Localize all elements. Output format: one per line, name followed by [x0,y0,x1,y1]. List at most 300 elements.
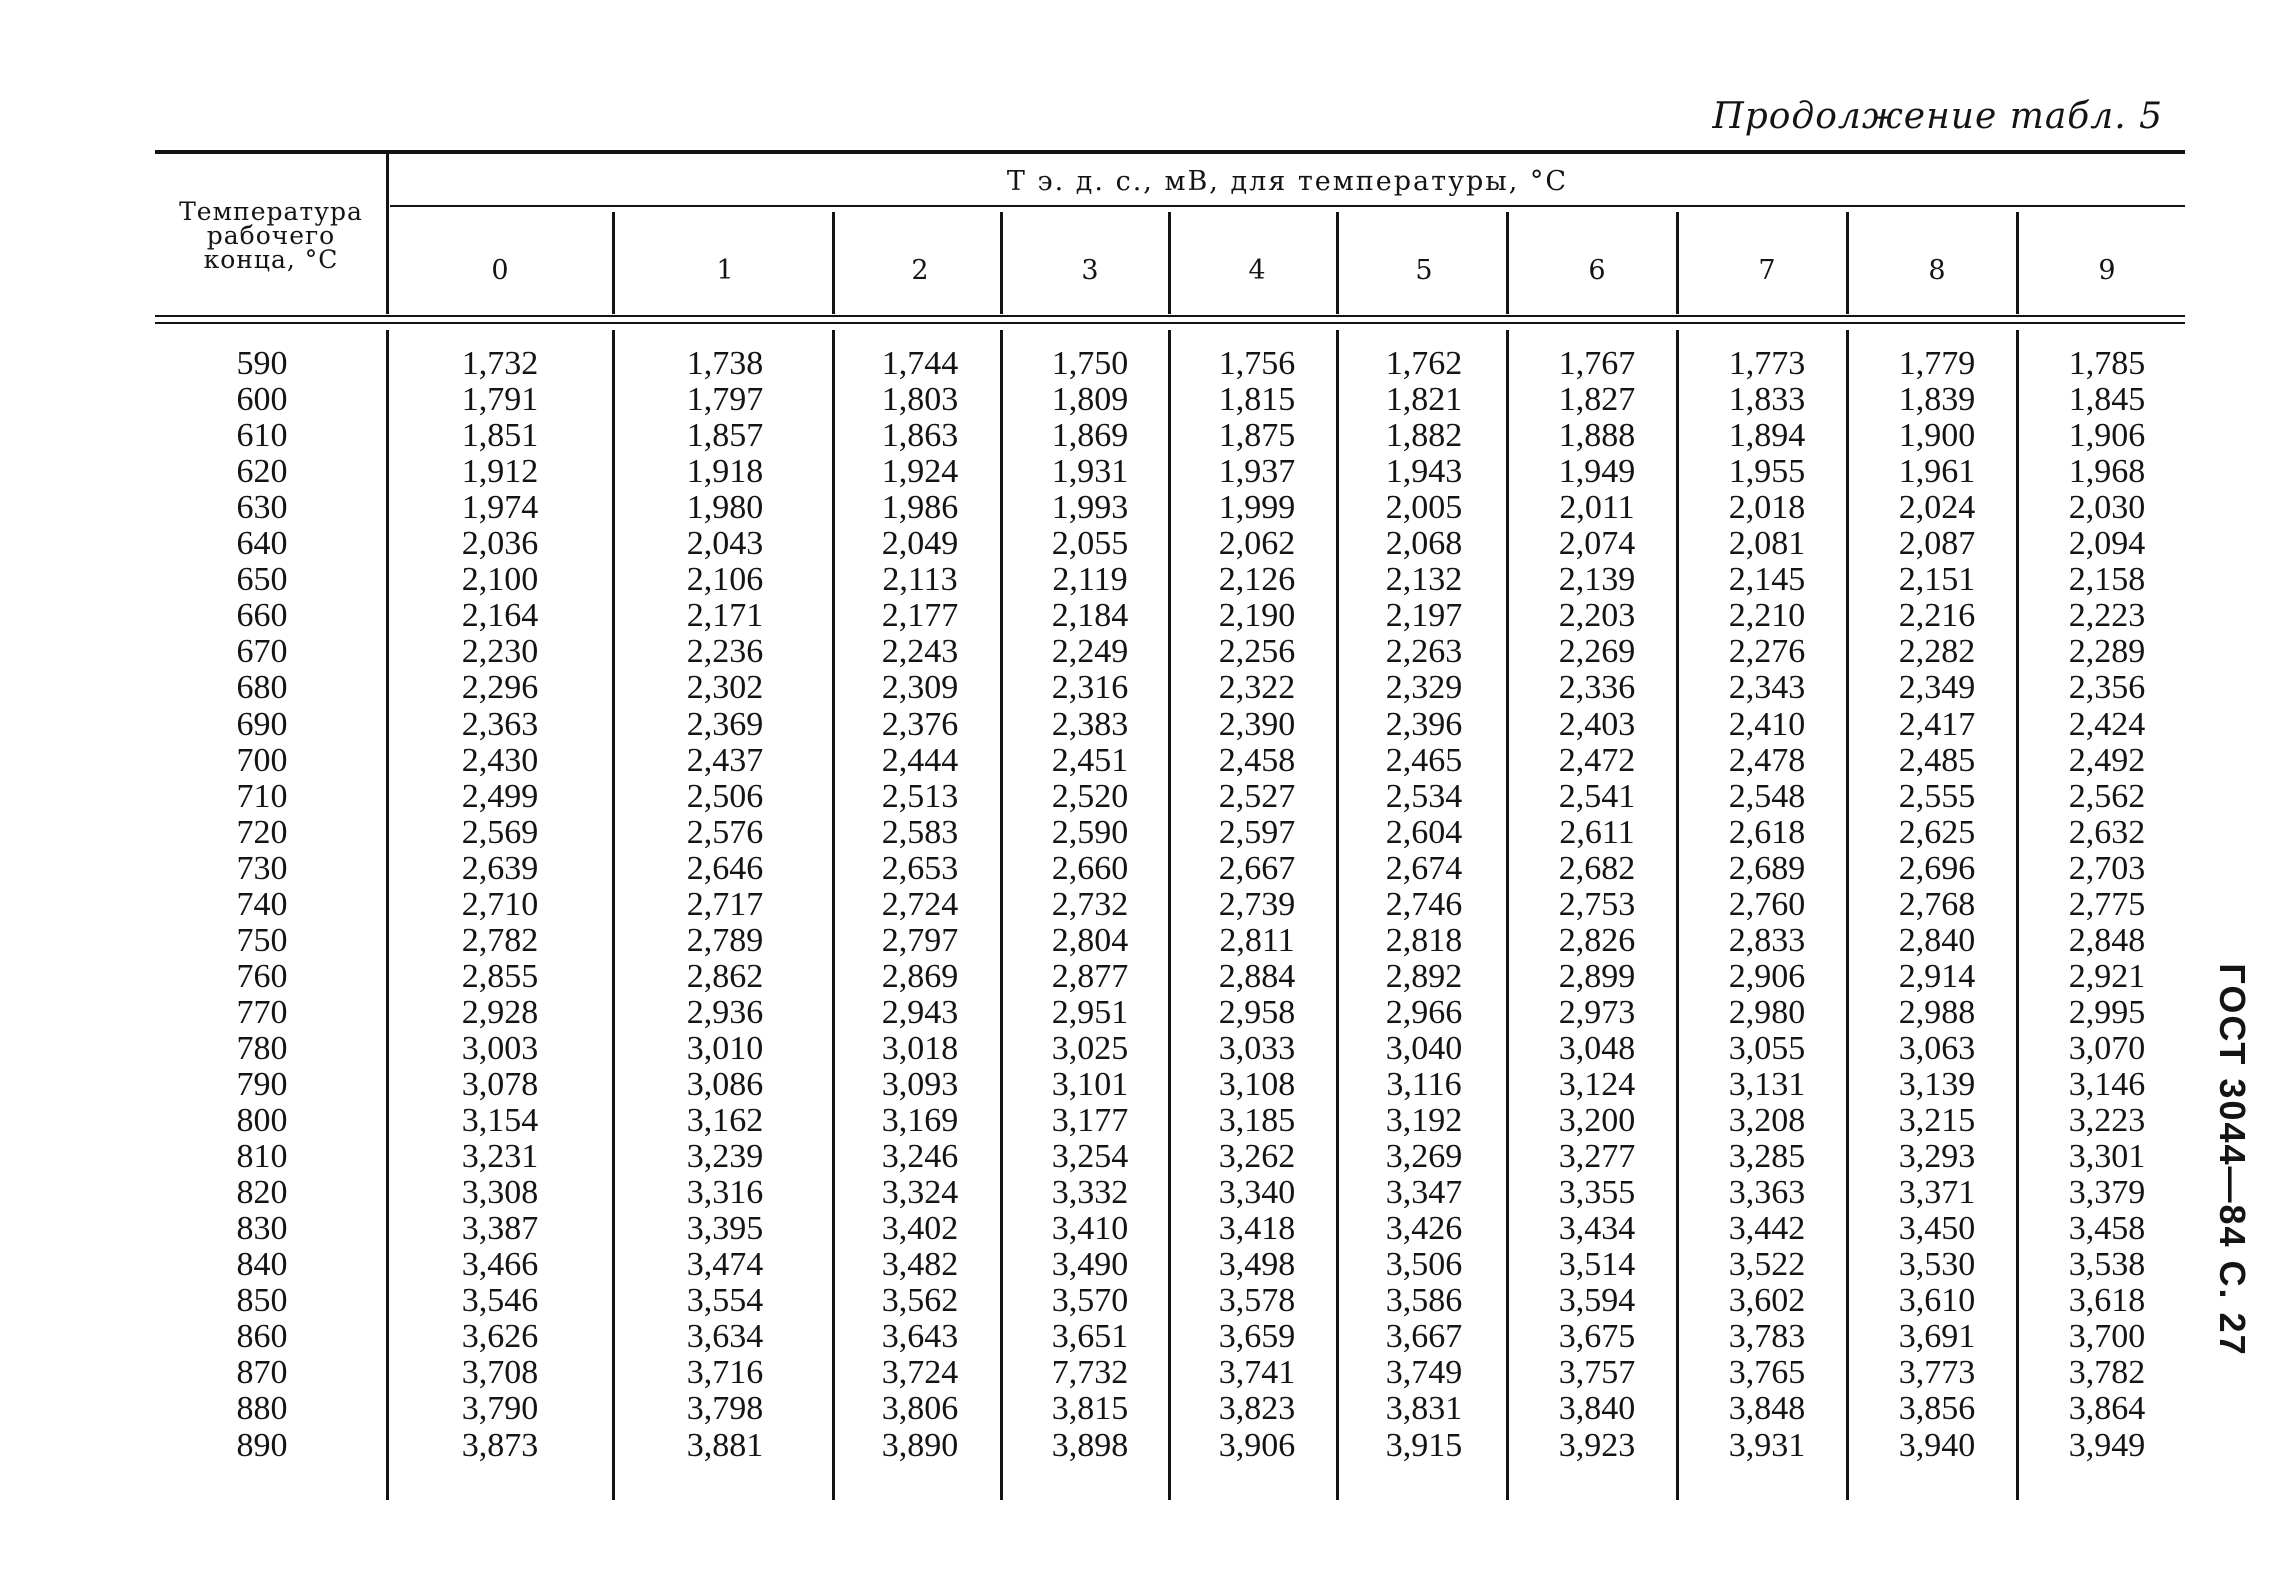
table-cell: 3,200 [1558,1102,1636,1140]
table-cell: 3,231 [461,1138,539,1176]
table-cell: 3,434 [1558,1210,1636,1248]
table-cell: 2,087 [1898,525,1976,563]
column-header: 5 [1415,255,1433,286]
table-cell: 2,492 [2068,741,2146,779]
table-cell: 2,216 [1898,597,1976,635]
table-cell: 3,055 [1728,1029,1806,1067]
row-temperature: 770 [236,993,288,1031]
table-cell: 1,974 [461,489,539,527]
table-cell: 3,724 [881,1354,959,1392]
table-cell: 2,862 [686,957,764,995]
row-temperature: 890 [236,1426,288,1464]
table-cell: 2,256 [1218,633,1296,671]
table-cell: 3,831 [1385,1390,1463,1428]
table-cell: 3,063 [1898,1029,1976,1067]
table-cell: 2,703 [2068,849,2146,887]
table-cell: 1,863 [881,417,959,455]
table-cell: 3,675 [1558,1318,1636,1356]
table-cell: 2,760 [1728,885,1806,923]
column-divider [1000,330,1003,1500]
table-cell: 2,011 [1559,489,1635,527]
table-cell: 3,269 [1385,1138,1463,1176]
table-cell: 2,349 [1898,669,1976,707]
row-temperature: 640 [236,525,288,563]
column-divider [612,330,615,1500]
table-cell: 2,005 [1385,489,1463,527]
table-cell: 2,126 [1218,561,1296,599]
table-cell: 1,791 [461,381,539,419]
table-cell: 3,208 [1728,1102,1806,1140]
table-cell: 1,767 [1558,345,1636,382]
table-cell: 2,527 [1218,777,1296,815]
table-cell: 2,840 [1898,921,1976,959]
table-cell: 2,833 [1728,921,1806,959]
table-cell: 3,379 [2068,1174,2146,1212]
table-cell: 3,482 [881,1246,959,1284]
table-cell: 2,980 [1728,993,1806,1031]
table-cell: 2,753 [1558,885,1636,923]
column-divider [612,212,615,314]
row-temperature: 690 [236,705,288,743]
table-cell: 3,890 [881,1426,959,1464]
table-cell: 3,823 [1218,1390,1296,1428]
table-cell: 3,490 [1051,1246,1129,1284]
table-cell: 2,249 [1051,633,1129,671]
table-cell: 1,750 [1051,345,1129,382]
table-cell: 1,986 [881,489,959,527]
row-temperature: 700 [236,741,288,779]
table-cell: 3,546 [461,1282,539,1320]
table-cell: 2,548 [1728,777,1806,815]
table-cell: 2,506 [686,777,764,815]
table-cell: 1,815 [1218,381,1296,419]
table-cell: 1,980 [686,489,764,527]
table-cell: 7,732 [1051,1354,1129,1392]
table-cell: 3,659 [1218,1318,1296,1356]
column-header: 2 [911,255,929,286]
column-header: 1 [716,255,734,286]
table-cell: 3,578 [1218,1282,1296,1320]
table-cell: 2,674 [1385,849,1463,887]
table-cell: 2,775 [2068,885,2146,923]
table-cell: 2,797 [881,921,959,959]
table-cell: 3,634 [686,1318,764,1356]
table-cell: 1,869 [1051,417,1129,455]
table-cell: 1,785 [2068,345,2146,382]
row-temperature: 610 [236,417,288,455]
table-cell: 3,848 [1728,1390,1806,1428]
table-cell: 3,562 [881,1282,959,1320]
row-temperature: 880 [236,1390,288,1428]
table-cell: 2,049 [881,525,959,563]
table-cell: 3,223 [2068,1102,2146,1140]
table-cell: 3,757 [1558,1354,1636,1392]
table-cell: 2,243 [881,633,959,671]
table-cell: 3,881 [686,1426,764,1464]
column-divider [1676,330,1679,1500]
table-cell: 1,888 [1558,417,1636,455]
table-cell: 2,329 [1385,669,1463,707]
table-cell: 2,569 [461,813,539,851]
table-cell: 3,474 [686,1246,764,1284]
table-cell: 2,356 [2068,669,2146,707]
table-cell: 2,465 [1385,741,1463,779]
table-cell: 1,851 [461,417,539,455]
table-cell: 3,124 [1558,1066,1636,1103]
table-cell: 3,873 [461,1426,539,1464]
table-cell: 2,906 [1728,957,1806,995]
table-cell: 1,756 [1218,345,1296,382]
group-header-rule [390,205,2185,207]
table-cell: 3,856 [1898,1390,1976,1428]
table-cell: 2,343 [1728,669,1806,707]
table-cell: 2,190 [1218,597,1296,635]
table-cell: 3,070 [2068,1029,2146,1067]
table-cell: 3,003 [461,1029,539,1067]
table-cell: 2,583 [881,813,959,851]
table-cell: 2,855 [461,957,539,995]
table-cell: 1,845 [2068,381,2146,419]
table-cell: 2,451 [1051,741,1129,779]
table-cell: 2,018 [1728,489,1806,527]
table-cell: 1,744 [881,345,959,382]
table-cell: 3,116 [1386,1066,1462,1103]
table-cell: 2,682 [1558,849,1636,887]
table-cell: 2,696 [1898,849,1976,887]
table-cell: 2,667 [1218,849,1296,887]
table-cell: 3,177 [1051,1102,1129,1140]
table-cell: 2,030 [2068,489,2146,527]
table-cell: 3,277 [1558,1138,1636,1176]
table-cell: 2,732 [1051,885,1129,923]
table-cell: 2,177 [881,597,959,635]
table-cell: 3,783 [1728,1318,1806,1356]
table-cell: 3,410 [1051,1210,1129,1248]
table-cell: 2,289 [2068,633,2146,671]
table-cell: 2,995 [2068,993,2146,1031]
table-cell: 2,562 [2068,777,2146,815]
table-cell: 2,081 [1728,525,1806,563]
table-cell: 2,197 [1385,597,1463,635]
table-cell: 3,554 [686,1282,764,1320]
table-cell: 3,450 [1898,1210,1976,1248]
table-cell: 3,610 [1898,1282,1976,1320]
table-cell: 3,048 [1558,1029,1636,1067]
row-temperature: 660 [236,597,288,635]
table-cell: 2,145 [1728,561,1806,599]
table-cell: 2,309 [881,669,959,707]
table-cell: 2,789 [686,921,764,959]
table-cell: 2,458 [1218,741,1296,779]
table-cell: 1,797 [686,381,764,419]
table-cell: 2,520 [1051,777,1129,815]
table-cell: 3,538 [2068,1246,2146,1284]
table-cell: 3,864 [2068,1390,2146,1428]
table-cell: 3,215 [1898,1102,1976,1140]
table-cell: 3,086 [686,1066,764,1103]
table-cell: 3,931 [1728,1426,1806,1464]
column-header: 8 [1928,255,1946,286]
side-label: ГОСТ 3044—84 С. 27 [2212,963,2253,1357]
table-cell: 3,308 [461,1174,539,1212]
table-cell: 2,782 [461,921,539,959]
column-divider [386,330,389,1500]
table-cell: 3,418 [1218,1210,1296,1248]
row-temperature: 730 [236,849,288,887]
table-cell: 1,900 [1898,417,1976,455]
table-cell: 3,162 [686,1102,764,1140]
column-divider [1846,212,1849,314]
table-cell: 3,355 [1558,1174,1636,1212]
column-header: 9 [2098,255,2116,286]
table-cell: 1,732 [461,345,539,382]
row-label-header-line: Температура [179,197,363,226]
table-cell: 3,765 [1728,1354,1806,1392]
table-cell: 2,590 [1051,813,1129,851]
table-cell: 3,815 [1051,1390,1129,1428]
table-cell: 3,402 [881,1210,959,1248]
table-cell: 2,499 [461,777,539,815]
table-cell: 3,324 [881,1174,959,1212]
table-cell: 3,618 [2068,1282,2146,1320]
table-cell: 3,108 [1218,1066,1296,1103]
table-cell: 1,827 [1558,381,1636,419]
table-cell: 3,915 [1385,1426,1463,1464]
column-header: 3 [1081,255,1099,286]
row-temperature: 860 [236,1318,288,1356]
table-cell: 3,340 [1218,1174,1296,1212]
table-top-rule [155,150,2185,154]
row-temperature: 630 [236,489,288,527]
table-cell: 1,875 [1218,417,1296,455]
table-cell: 1,882 [1385,417,1463,455]
table-cell: 3,716 [686,1354,764,1392]
table-cell: 3,506 [1385,1246,1463,1284]
table-cell: 2,618 [1728,813,1806,851]
table-cell: 3,139 [1898,1066,1976,1103]
table-cell: 3,700 [2068,1318,2146,1356]
table-cell: 3,426 [1385,1210,1463,1248]
table-cell: 2,230 [461,633,539,671]
table-cell: 2,472 [1558,741,1636,779]
table-cell: 2,263 [1385,633,1463,671]
table-cell: 3,078 [461,1066,539,1103]
column-divider [1336,330,1339,1500]
table-cell: 3,395 [686,1210,764,1248]
table-cell: 2,210 [1728,597,1806,635]
table-cell: 2,717 [686,885,764,923]
column-divider [1168,212,1171,314]
table-cell: 2,236 [686,633,764,671]
table-cell: 2,296 [461,669,539,707]
table-cell: 2,710 [461,885,539,923]
table-cell: 1,906 [2068,417,2146,455]
column-divider [1168,330,1171,1500]
table-cell: 2,094 [2068,525,2146,563]
table-cell: 3,923 [1558,1426,1636,1464]
table-cell: 2,534 [1385,777,1463,815]
table-cell: 2,390 [1218,705,1296,743]
table-cell: 3,131 [1728,1066,1806,1103]
table-cell: 2,151 [1898,561,1976,599]
table-cell: 3,940 [1898,1426,1976,1464]
table-cell: 2,302 [686,669,764,707]
column-divider [832,330,835,1500]
table-cell: 2,184 [1051,597,1129,635]
table-cell: 3,025 [1051,1029,1129,1067]
table-cell: 2,113 [882,561,958,599]
table-cell: 1,937 [1218,453,1296,491]
table-cell: 2,869 [881,957,959,995]
row-label-header [160,197,382,274]
table-cell: 2,062 [1218,525,1296,563]
table-cell: 3,840 [1558,1390,1636,1428]
table-cell: 3,514 [1558,1246,1636,1284]
table-cell: 3,790 [461,1390,539,1428]
table-cell: 2,576 [686,813,764,851]
table-cell: 3,782 [2068,1354,2146,1392]
table-cell: 3,602 [1728,1282,1806,1320]
table-cell: 2,336 [1558,669,1636,707]
table-cell: 1,809 [1051,381,1129,419]
table-cell: 3,347 [1385,1174,1463,1212]
row-temperature: 670 [236,633,288,671]
table-cell: 1,949 [1558,453,1636,491]
column-divider [1000,212,1003,314]
table-cell: 1,773 [1728,345,1806,382]
row-temperature: 780 [236,1029,288,1067]
table-cell: 3,371 [1898,1174,1976,1212]
table-cell: 2,424 [2068,705,2146,743]
table-cell: 3,594 [1558,1282,1636,1320]
table-cell: 3,530 [1898,1246,1976,1284]
table-cell: 3,033 [1218,1029,1296,1067]
table-cell: 1,999 [1218,489,1296,527]
table-cell: 2,444 [881,741,959,779]
table-cell: 1,839 [1898,381,1976,419]
table-cell: 2,410 [1728,705,1806,743]
column-divider [1506,212,1509,314]
table-cell: 3,898 [1051,1426,1129,1464]
table-cell: 1,943 [1385,453,1463,491]
table-cell: 2,884 [1218,957,1296,995]
table-cell: 3,316 [686,1174,764,1212]
table-cell: 2,653 [881,849,959,887]
table-cell: 2,203 [1558,597,1636,635]
table-cell: 3,906 [1218,1426,1296,1464]
table-cell: 2,513 [881,777,959,815]
table-cell: 2,043 [686,525,764,563]
table-cell: 2,689 [1728,849,1806,887]
column-header: 0 [491,255,509,286]
table-cell: 2,437 [686,741,764,779]
table-cell: 2,369 [686,705,764,743]
table-cell: 2,403 [1558,705,1636,743]
row-temperature: 800 [236,1102,288,1140]
table-cell: 2,936 [686,993,764,1031]
column-divider [2016,330,2019,1500]
table-cell: 2,164 [461,597,539,635]
row-temperature: 870 [236,1354,288,1392]
table-cell: 2,826 [1558,921,1636,959]
table-cell: 2,363 [461,705,539,743]
table-cell: 2,639 [461,849,539,887]
table-cell: 2,660 [1051,849,1129,887]
table-cell: 2,724 [881,885,959,923]
table-cell: 1,821 [1385,381,1463,419]
table-cell: 2,921 [2068,957,2146,995]
table-cell: 2,376 [881,705,959,743]
column-divider [832,212,835,314]
row-temperature: 650 [236,561,288,599]
table-cell: 1,955 [1728,453,1806,491]
table-cell: 1,918 [686,453,764,491]
table-cell: 3,708 [461,1354,539,1392]
table-cell: 2,555 [1898,777,1976,815]
row-temperature: 820 [236,1174,288,1212]
header-row-label-divider [386,154,389,314]
row-temperature: 830 [236,1210,288,1248]
column-divider [1336,212,1339,314]
row-temperature: 740 [236,885,288,923]
column-divider [1676,212,1679,314]
table-cell: 3,239 [686,1138,764,1176]
row-temperature: 680 [236,669,288,707]
table-cell: 3,169 [881,1102,959,1140]
table-cell: 2,485 [1898,741,1976,779]
table-cell: 2,055 [1051,525,1129,563]
table-cell: 3,262 [1218,1138,1296,1176]
table-cell: 2,818 [1385,921,1463,959]
table-cell: 2,074 [1558,525,1636,563]
table-cell: 3,442 [1728,1210,1806,1248]
table-cell: 3,626 [461,1318,539,1356]
row-temperature: 710 [236,777,288,815]
table-cell: 3,806 [881,1390,959,1428]
table-cell: 3,018 [881,1029,959,1067]
row-temperature: 810 [236,1138,288,1176]
table-cell: 1,912 [461,453,539,491]
table-cell: 3,093 [881,1066,959,1103]
table-cell: 3,949 [2068,1426,2146,1464]
table-cell: 2,804 [1051,921,1129,959]
header-bottom-rule-1 [155,315,2185,317]
table-cell: 1,993 [1051,489,1129,527]
row-temperature: 600 [236,381,288,419]
table-cell: 1,762 [1385,345,1463,382]
column-header: 7 [1758,255,1776,286]
table-cell: 2,877 [1051,957,1129,995]
table-cell: 1,968 [2068,453,2146,491]
table-cell: 1,803 [881,381,959,419]
table-cell: 3,498 [1218,1246,1296,1284]
table-cell: 3,773 [1898,1354,1976,1392]
table-cell: 2,746 [1385,885,1463,923]
column-divider [1506,330,1509,1500]
table-cell: 1,894 [1728,417,1806,455]
table-cell: 2,611 [1559,813,1635,851]
header-bottom-rule-2 [155,322,2185,324]
table-cell: 2,171 [686,597,764,635]
table-cell: 3,522 [1728,1246,1806,1284]
table-cell: 3,363 [1728,1174,1806,1212]
row-temperature: 750 [236,921,288,959]
table-cell: 3,651 [1051,1318,1129,1356]
table-cell: 3,458 [2068,1210,2146,1248]
row-temperature: 840 [236,1246,288,1284]
table-cell: 2,848 [2068,921,2146,959]
table-cell: 2,632 [2068,813,2146,851]
